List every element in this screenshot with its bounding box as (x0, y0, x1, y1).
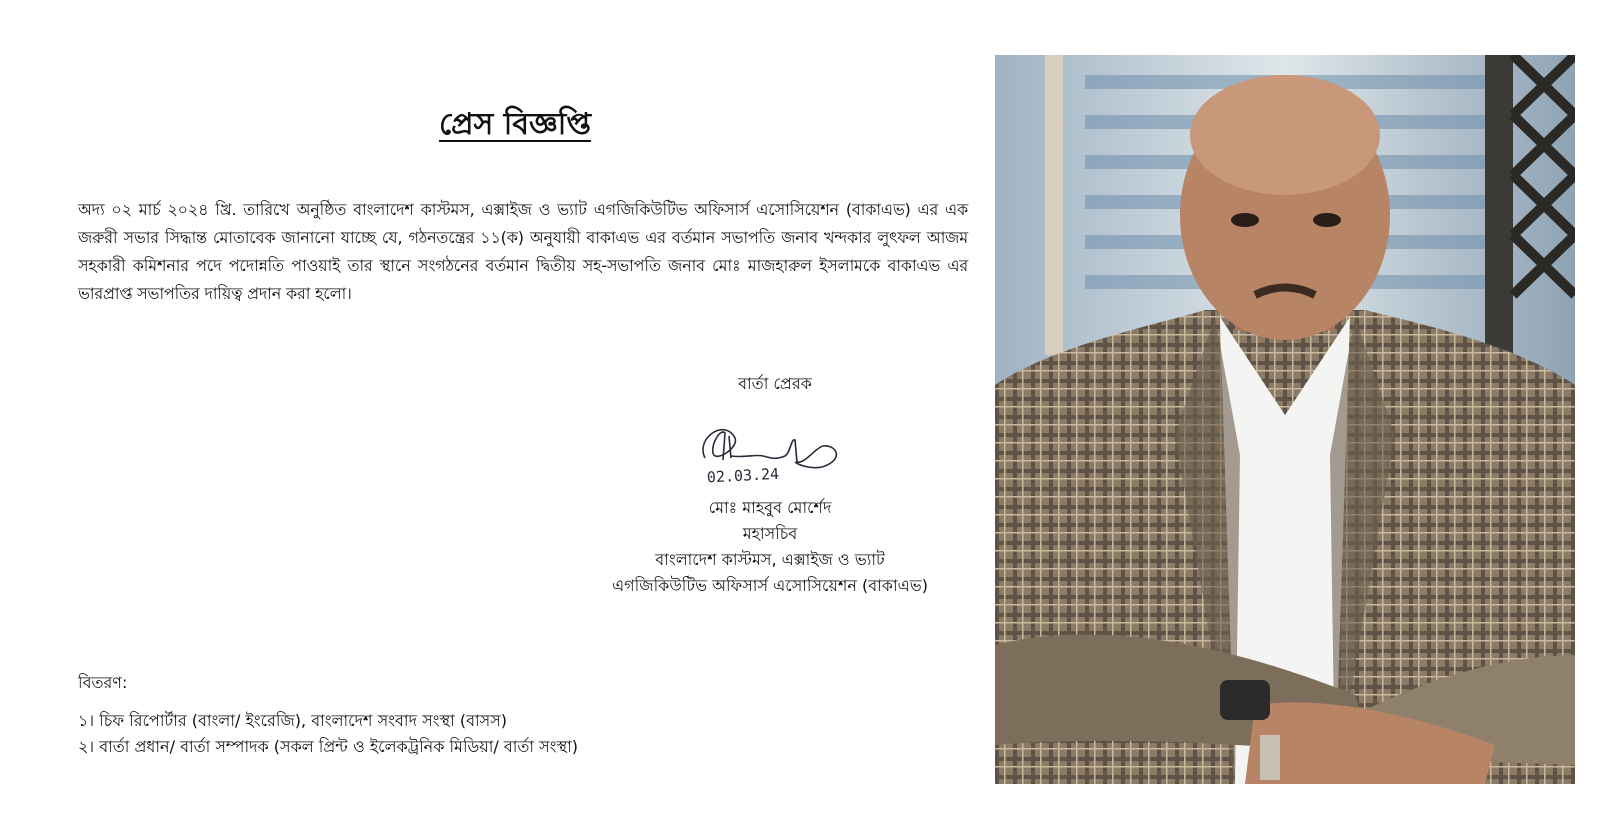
distribution-list (78, 708, 578, 760)
body-paragraph: অদ্য ০২ মার্চ ২০২৪ খ্রি. তারিখে অনুষ্ঠিত বাংলাদেশ কাস্টমস, এক্সাইজ ও ভ্যাট এগজিকিউটিভ অফিসার্স এসোসিয়েশন (বাকাএভ) এর এক জরুরী সভার সিদ্ধান্ত মোতাবেক জানানো যাচ্ছে যে, গঠনতন্ত্রের ১১(ক) অনুযায়ী বাকাএভ এর বর্তমান সভাপতি জনাব খন্দকার লুৎফল আজম সহকারী কমিশনার পদে পদোন্নতি পাওয়াই তার স্থানে সংগঠনের বর্তমান দ্বিতীয় সহ-সভাপতি জনাব মোঃ মাজহারুল ইসলামকে বাকাএভ এর ভারপ্রাপ্ত সভাপতির দায়িত্ব প্রদান করা হলো। (78, 200, 968, 303)
distribution-item: ২। বার্তা প্রধান/ বার্তা সম্পাদক (সকল প্রিন্ট ও ইলেকট্রনিক মিডিয়া/ বার্তা সংস্থা) (78, 737, 579, 756)
sender-label: বার্তা প্রেরক (738, 374, 812, 393)
portrait-illustration (995, 55, 1575, 784)
distribution-title: বিতরণ: (78, 673, 128, 692)
signature (695, 418, 855, 493)
document-title: প্রেস বিজ্ঞপ্তি (438, 107, 592, 142)
signatory-org-line1: বাংলাদেশ কাস্টমস, এক্সাইজ ও ভ্যাট (655, 550, 885, 569)
distribution-item: ১। চিফ রিপোর্টার (বাংলা/ ইংরেজি), বাংলাদেশ সংবাদ সংস্থা (বাসস) (78, 711, 508, 730)
signatory-designation: মহাসচিব (742, 524, 798, 543)
signatory-block (600, 495, 940, 599)
portrait-photo (995, 55, 1575, 784)
signatory-name: মোঃ মাহবুব মোর্শেদ (708, 498, 832, 517)
signatory-org-line2: এগজিকিউটিভ অফিসার্স এসোসিয়েশন (বাকাএভ) (612, 576, 928, 595)
signature-scribble (695, 418, 855, 493)
signature-date: 02.03.24 (706, 464, 780, 487)
